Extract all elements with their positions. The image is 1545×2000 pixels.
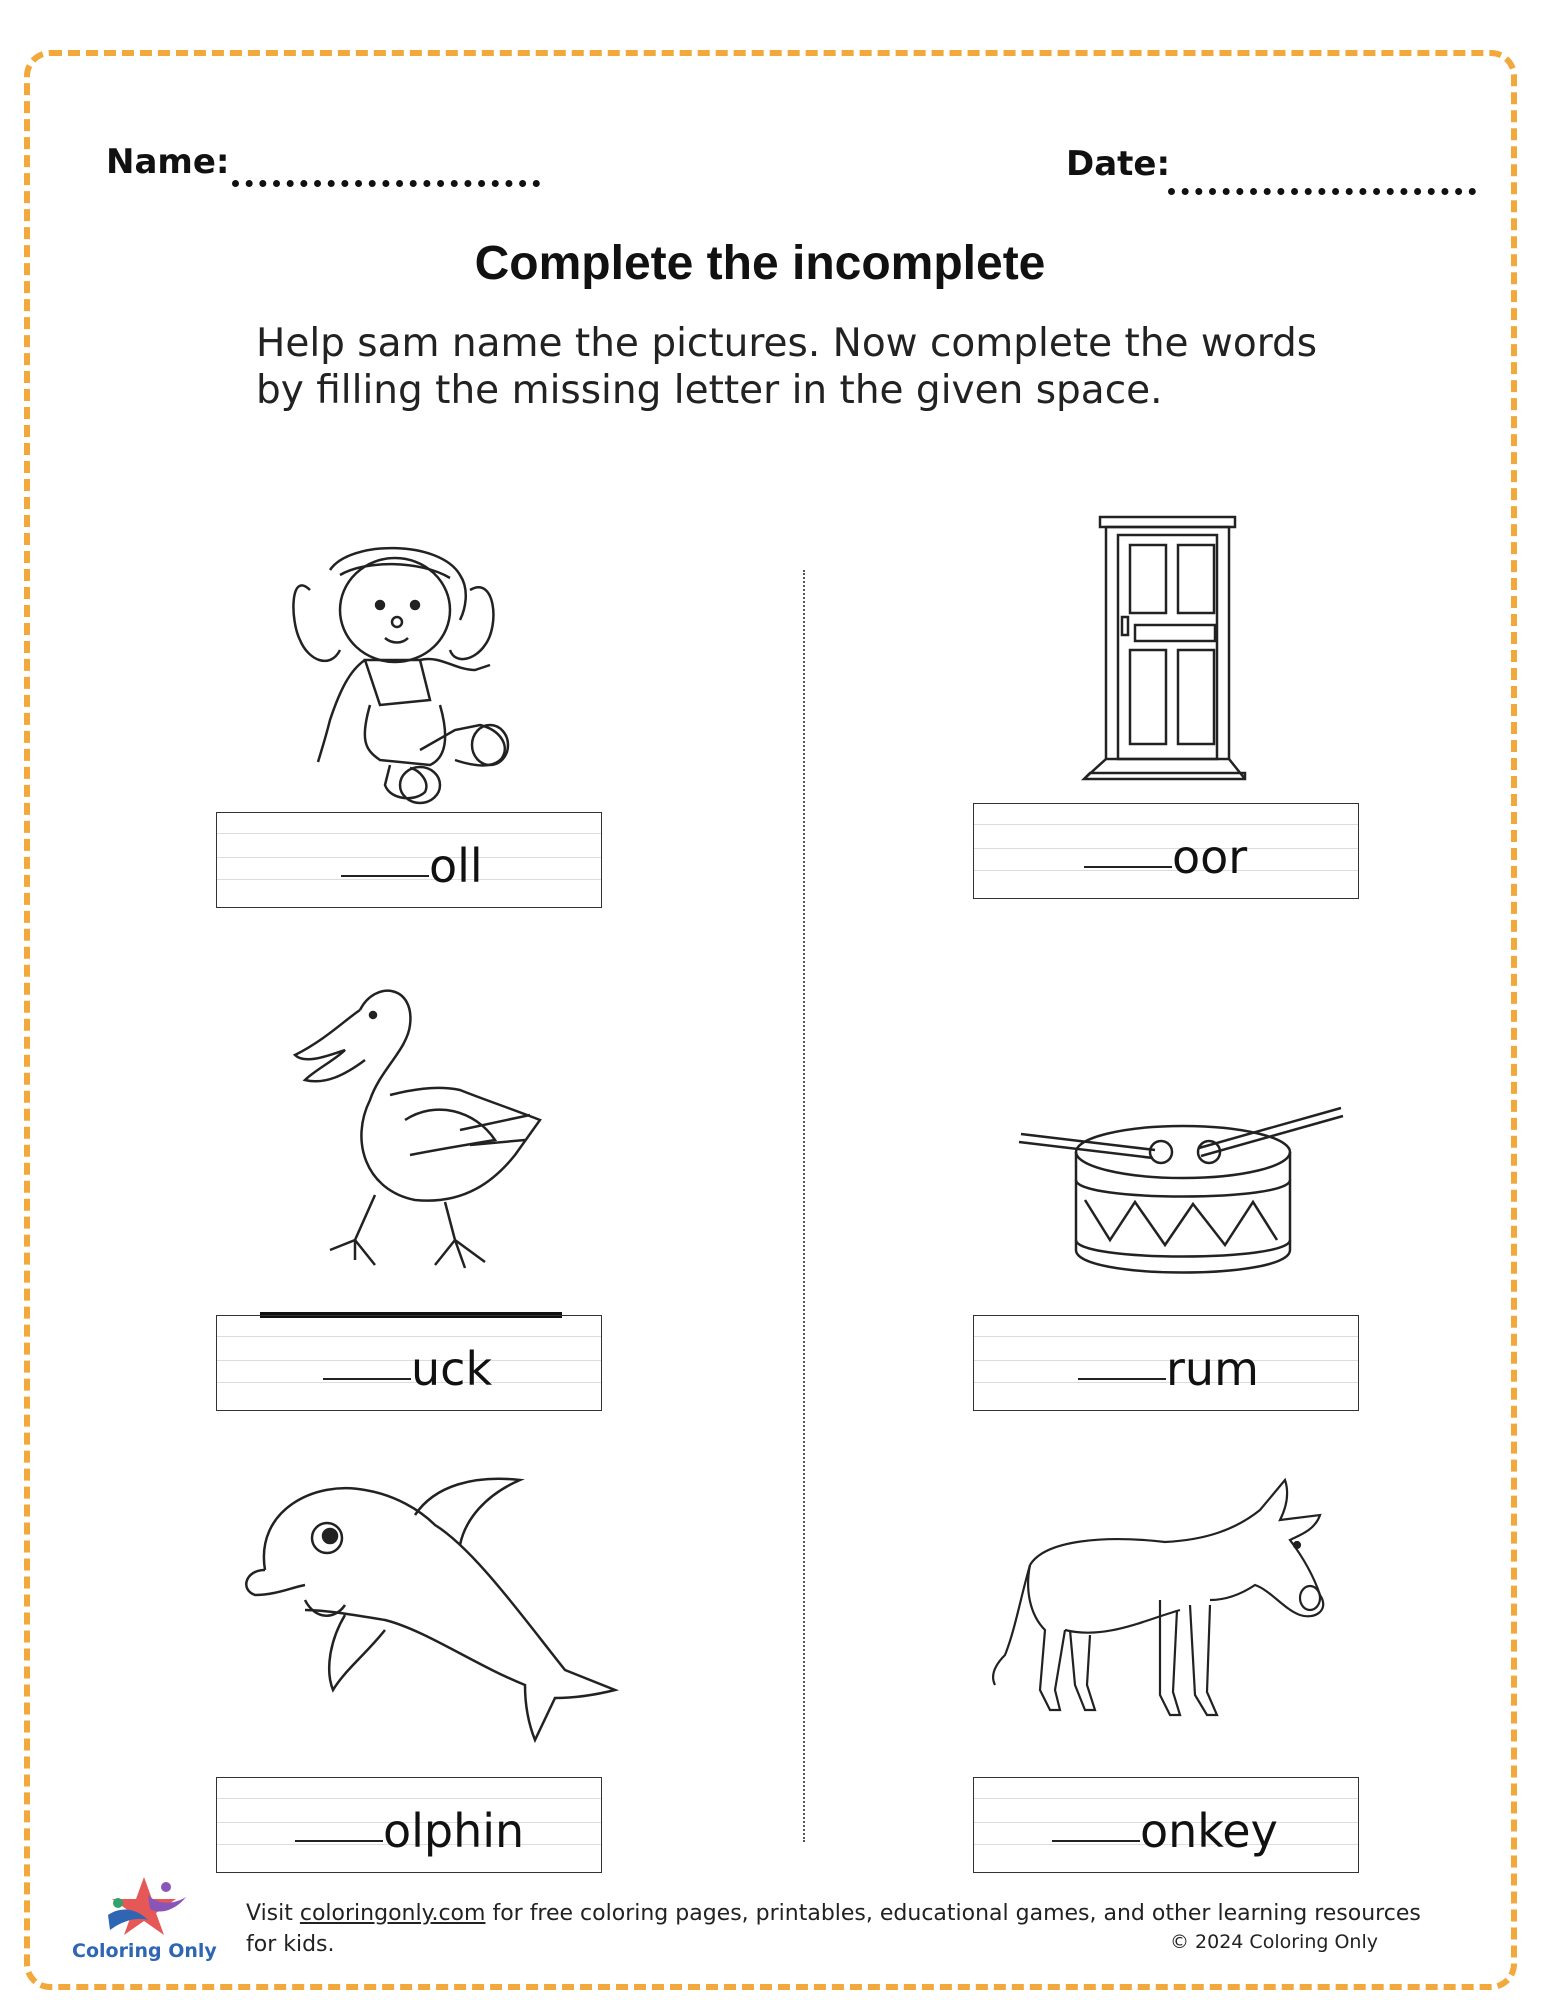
word-box-drum[interactable] [973, 1315, 1359, 1411]
worksheet-title: Complete the incomplete [474, 237, 1046, 290]
partial-word: oor [1172, 830, 1248, 884]
date-field[interactable] [1168, 188, 1476, 195]
coloring-only-logo-icon [98, 1875, 190, 1941]
answer-blank[interactable] [295, 1840, 383, 1842]
partial-word: olphin [383, 1804, 525, 1858]
name-field[interactable] [232, 180, 540, 187]
copyright-text: © 2024 Coloring Only [1170, 1931, 1378, 1953]
word-box-dolphin[interactable] [216, 1777, 602, 1873]
door-illustration [1080, 515, 1255, 785]
drum-illustration [1015, 1100, 1347, 1290]
partial-word: onkey [1140, 1804, 1278, 1858]
answer-blank[interactable] [1052, 1840, 1140, 1842]
answer-blank[interactable] [1078, 1378, 1166, 1380]
partial-word: uck [411, 1342, 493, 1396]
answer-blank[interactable] [1084, 866, 1172, 868]
footer-suffix: for free coloring pages, printables, educational games, and other learning resources for kids. [246, 1901, 1421, 1957]
answer-blank[interactable] [323, 1378, 411, 1380]
word-box-duck[interactable] [216, 1315, 602, 1411]
column-divider [803, 570, 805, 1842]
footer-prefix: Visit [246, 1901, 300, 1926]
doll-illustration [270, 530, 530, 805]
donkey-illustration [985, 1470, 1345, 1740]
name-label: Name: [106, 142, 230, 182]
instructions-text: Help sam name the pictures. Now complete the words by filling the missing letter in the given space. [256, 321, 1318, 413]
site-link[interactable]: coloringonly.com [299, 1901, 486, 1926]
duck-illustration [285, 980, 550, 1280]
partial-word: rum [1166, 1342, 1259, 1396]
answer-blank[interactable] [341, 875, 429, 877]
date-label: Date: [1066, 144, 1171, 184]
word-box-doll[interactable] [216, 812, 602, 908]
logo-text: Coloring Only [72, 1940, 217, 1962]
word-box-donkey[interactable] [973, 1777, 1359, 1873]
dolphin-illustration [235, 1470, 625, 1750]
partial-word: oll [429, 839, 483, 893]
word-box-door[interactable] [973, 803, 1359, 899]
